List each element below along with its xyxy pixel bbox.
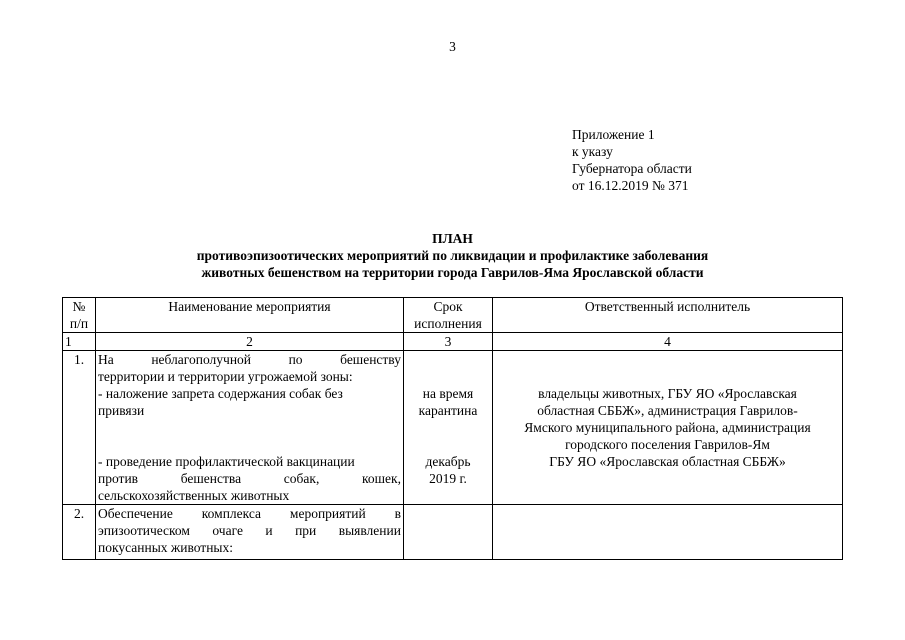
header-cell-num: № п/п bbox=[63, 298, 96, 333]
activity-line: - проведение профилактической вакцинации bbox=[98, 454, 355, 469]
column-number: 3 bbox=[404, 333, 493, 351]
plan-heading: ПЛАН bbox=[432, 231, 473, 246]
plan-table bbox=[62, 297, 843, 560]
activity-line: территории и территории угрожаемой зоны: bbox=[98, 369, 353, 384]
row-number: 1. bbox=[63, 351, 96, 505]
term-line: декабрь bbox=[425, 454, 471, 469]
plan-subtitle-line: противоэпизоотических мероприятий по ликвидации и профилактике заболевания bbox=[196, 248, 709, 263]
row-number: 2. bbox=[63, 505, 96, 560]
table-row bbox=[63, 505, 843, 560]
header-cell-term: Срок исполнения bbox=[404, 298, 493, 333]
responsible-line: городского поселения Гаврилов-Ям bbox=[565, 437, 770, 452]
appendix-line: Губернатора области bbox=[572, 161, 692, 176]
row-responsible bbox=[493, 505, 843, 560]
plan-title bbox=[60, 230, 845, 281]
term-line: карантина bbox=[418, 403, 478, 418]
row-responsible bbox=[493, 351, 843, 505]
row-activity bbox=[96, 351, 404, 505]
appendix-line: от 16.12.2019 № 371 bbox=[572, 178, 689, 193]
activity-line: - наложение запрета содержания собак без bbox=[98, 386, 343, 401]
appendix-line: к указу bbox=[572, 144, 613, 159]
activity-line: покусанных животных: bbox=[98, 540, 233, 555]
activity-line: Обеспечение комплекса мероприятий в bbox=[98, 506, 401, 521]
appendix-line: Приложение 1 bbox=[572, 127, 655, 142]
responsible-line: владельцы животных, ГБУ ЯО «Ярославская bbox=[538, 386, 797, 401]
row-activity bbox=[96, 505, 404, 560]
responsible-line: Ямского муниципального района, администрация bbox=[524, 420, 811, 435]
header-cell-name: Наименование мероприятия bbox=[96, 298, 404, 333]
term-line: на время bbox=[422, 386, 474, 401]
responsible-line: областная СББЖ», администрация Гаврилов- bbox=[537, 403, 798, 418]
table-header-row bbox=[63, 298, 843, 333]
row-term bbox=[404, 351, 493, 505]
page-number: 3 bbox=[449, 39, 456, 54]
plan-subtitle-line: животных бешенством на территории города Гаврилов-Яма Ярославской области bbox=[201, 265, 704, 280]
header-cell-responsible: Ответственный исполнитель bbox=[493, 298, 843, 333]
column-number-row bbox=[63, 333, 843, 351]
column-number: 1 bbox=[63, 333, 96, 351]
table-row bbox=[63, 351, 843, 505]
appendix-note bbox=[572, 126, 772, 194]
column-number: 2 bbox=[96, 333, 404, 351]
activity-line: эпизоотическом очаге и при выявлении bbox=[98, 523, 401, 538]
activity-line: На неблагополучной по бешенству bbox=[98, 352, 401, 367]
responsible-line: ГБУ ЯО «Ярославская областная СББЖ» bbox=[549, 454, 786, 469]
row-term bbox=[404, 505, 493, 560]
column-number: 4 bbox=[493, 333, 843, 351]
activity-line: привязи bbox=[98, 403, 145, 418]
term-line: 2019 г. bbox=[429, 471, 467, 486]
activity-line: сельскохозяйственных животных bbox=[98, 488, 290, 503]
activity-line: против бешенства собак, кошек, bbox=[98, 471, 401, 486]
